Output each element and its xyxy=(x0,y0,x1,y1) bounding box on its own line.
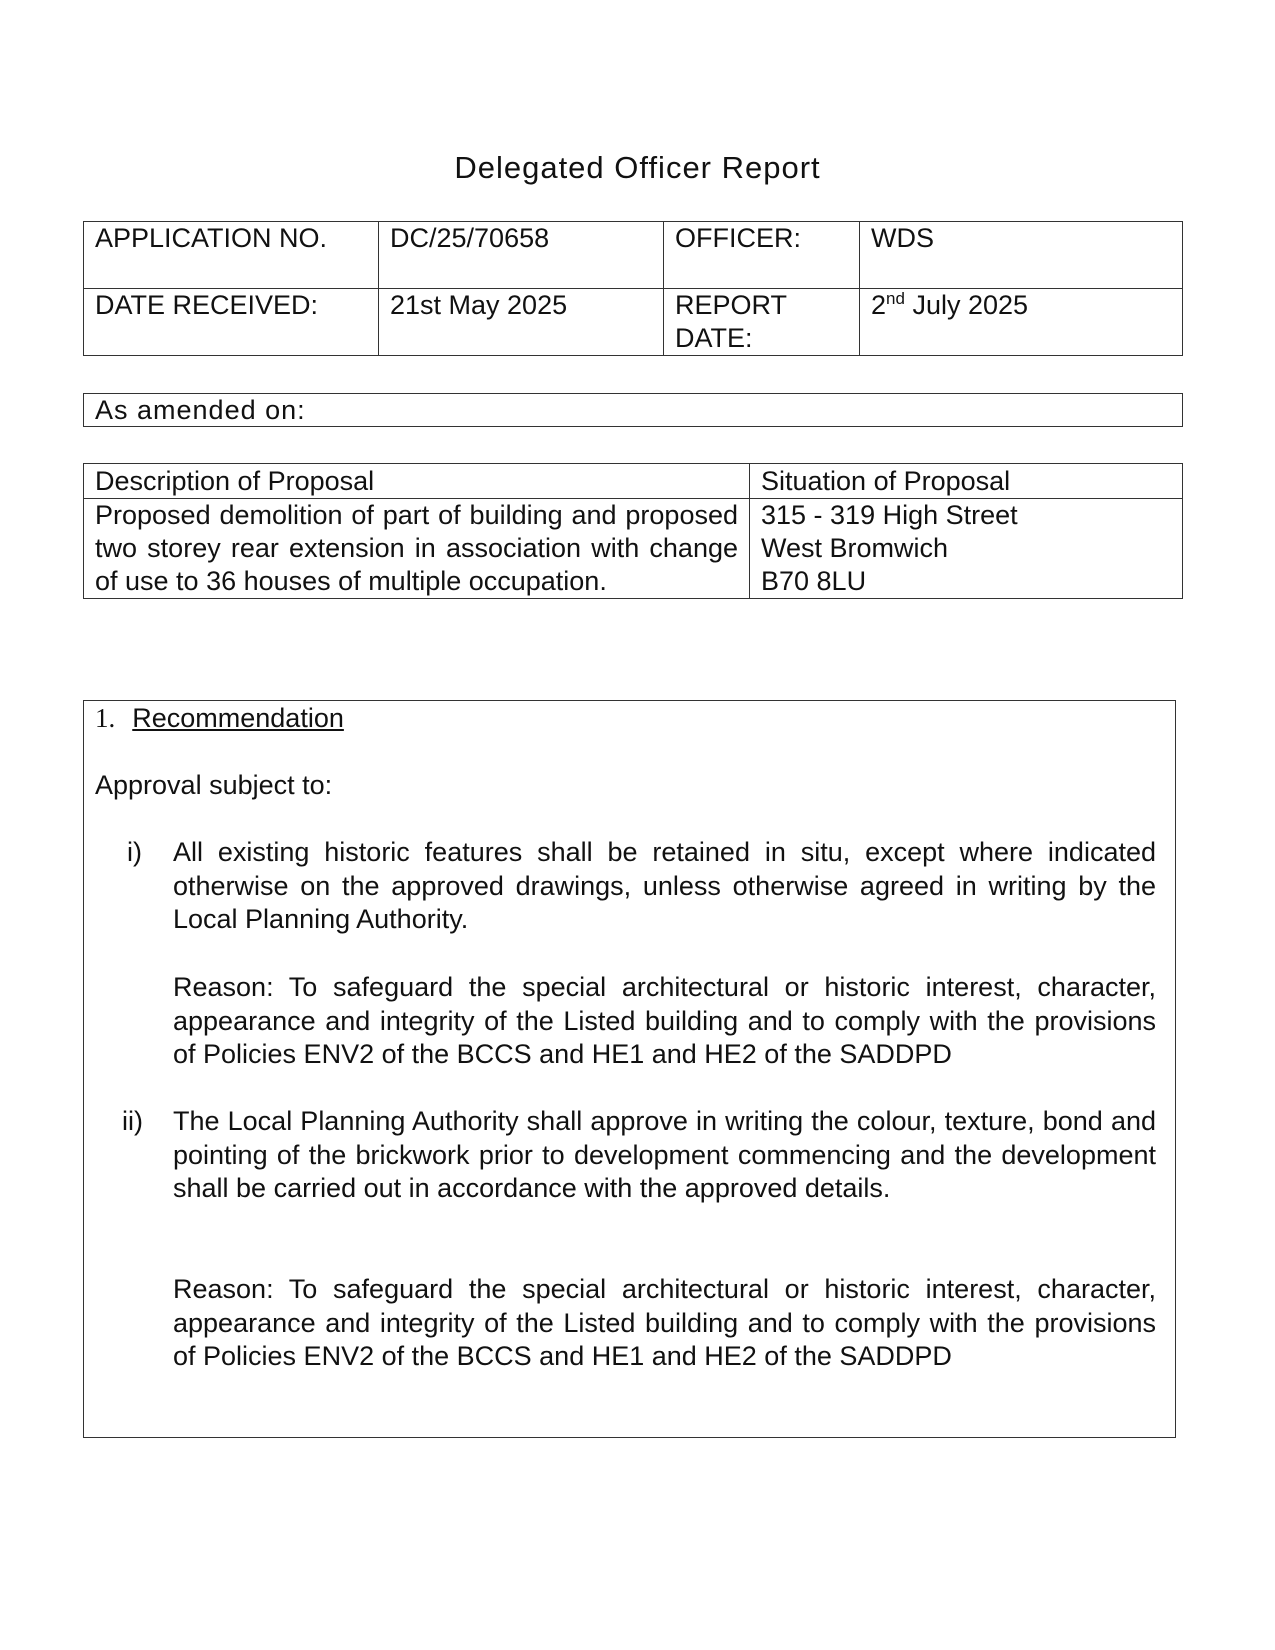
condition-2-reason: Reason: To safeguard the special architectural or historic interest, character, appearance and integrity of the Listed building and to comply with the provisions of Policies ENV2 of the BCCS and HE1 and HE2 of the SADDPD xyxy=(173,1274,1156,1371)
condition-1 xyxy=(127,836,1156,937)
proposal-address xyxy=(750,499,1183,599)
condition-label: i) xyxy=(127,837,142,867)
proposal-table xyxy=(83,463,1183,599)
amended-table xyxy=(83,393,1183,427)
recommendation-section xyxy=(83,700,1176,1438)
date-received-label: DATE RECEIVED: xyxy=(84,289,379,356)
date-received-value: 21st May 2025 xyxy=(379,289,664,356)
situation-header: Situation of Proposal xyxy=(750,464,1183,499)
officer-value: WDS xyxy=(860,222,1183,289)
proposal-description: Proposed demolition of part of building and proposed two storey rear extension in association with change of use to 36 houses of multiple occupation. xyxy=(84,499,750,599)
description-header: Description of Proposal xyxy=(84,464,750,499)
report-date-value xyxy=(860,289,1183,356)
application-no-label: APPLICATION NO. xyxy=(84,222,379,289)
section-title: Recommendation xyxy=(132,703,344,733)
condition-text: The Local Planning Authority shall approve in writing the colour, texture, bond and pointing of the brickwork prior to development commencing and the development shall be carried out in accordance with the approved details. xyxy=(173,1106,1156,1203)
table-row xyxy=(84,499,1183,599)
report-date-suffix: nd xyxy=(886,289,905,308)
address-line3: B70 8LU xyxy=(761,566,867,596)
section-number: 1. xyxy=(95,703,116,733)
recommendation-heading xyxy=(95,702,344,736)
report-date-rest: July 2025 xyxy=(904,290,1029,320)
address-line1: 315 - 319 High Street xyxy=(761,500,1018,530)
report-date-label xyxy=(664,289,860,356)
table-row xyxy=(84,289,1183,356)
amended-label: As amended on: xyxy=(84,394,1183,427)
condition-1-reason: Reason: To safeguard the special architectural or historic interest, character, appearance and integrity of the Listed building and to comply with the provisions of Policies ENV2 of the BCCS and HE1 and HE2 of the SADDPD xyxy=(173,972,1156,1069)
condition-label: ii) xyxy=(122,1106,143,1136)
application-info-table xyxy=(83,221,1183,356)
officer-label: OFFICER: xyxy=(664,222,860,289)
approval-text: Approval subject to: xyxy=(95,770,333,800)
table-row xyxy=(84,464,1183,499)
table-row xyxy=(84,394,1183,427)
table-row xyxy=(84,222,1183,289)
page-title: Delegated Officer Report xyxy=(454,150,821,185)
application-no-value: DC/25/70658 xyxy=(379,222,664,289)
report-date-label-line2: DATE: xyxy=(675,323,753,353)
report-date-day: 2 xyxy=(871,290,887,320)
condition-text: All existing historic features shall be retained in situ, except where indicated otherwise on the approved drawings, unless otherwise agreed in writing by the Local Planning Authority. xyxy=(173,837,1156,934)
address-line2: West Bromwich xyxy=(761,533,949,563)
condition-2 xyxy=(122,1105,1156,1206)
report-date-label-line1: REPORT xyxy=(675,290,788,320)
